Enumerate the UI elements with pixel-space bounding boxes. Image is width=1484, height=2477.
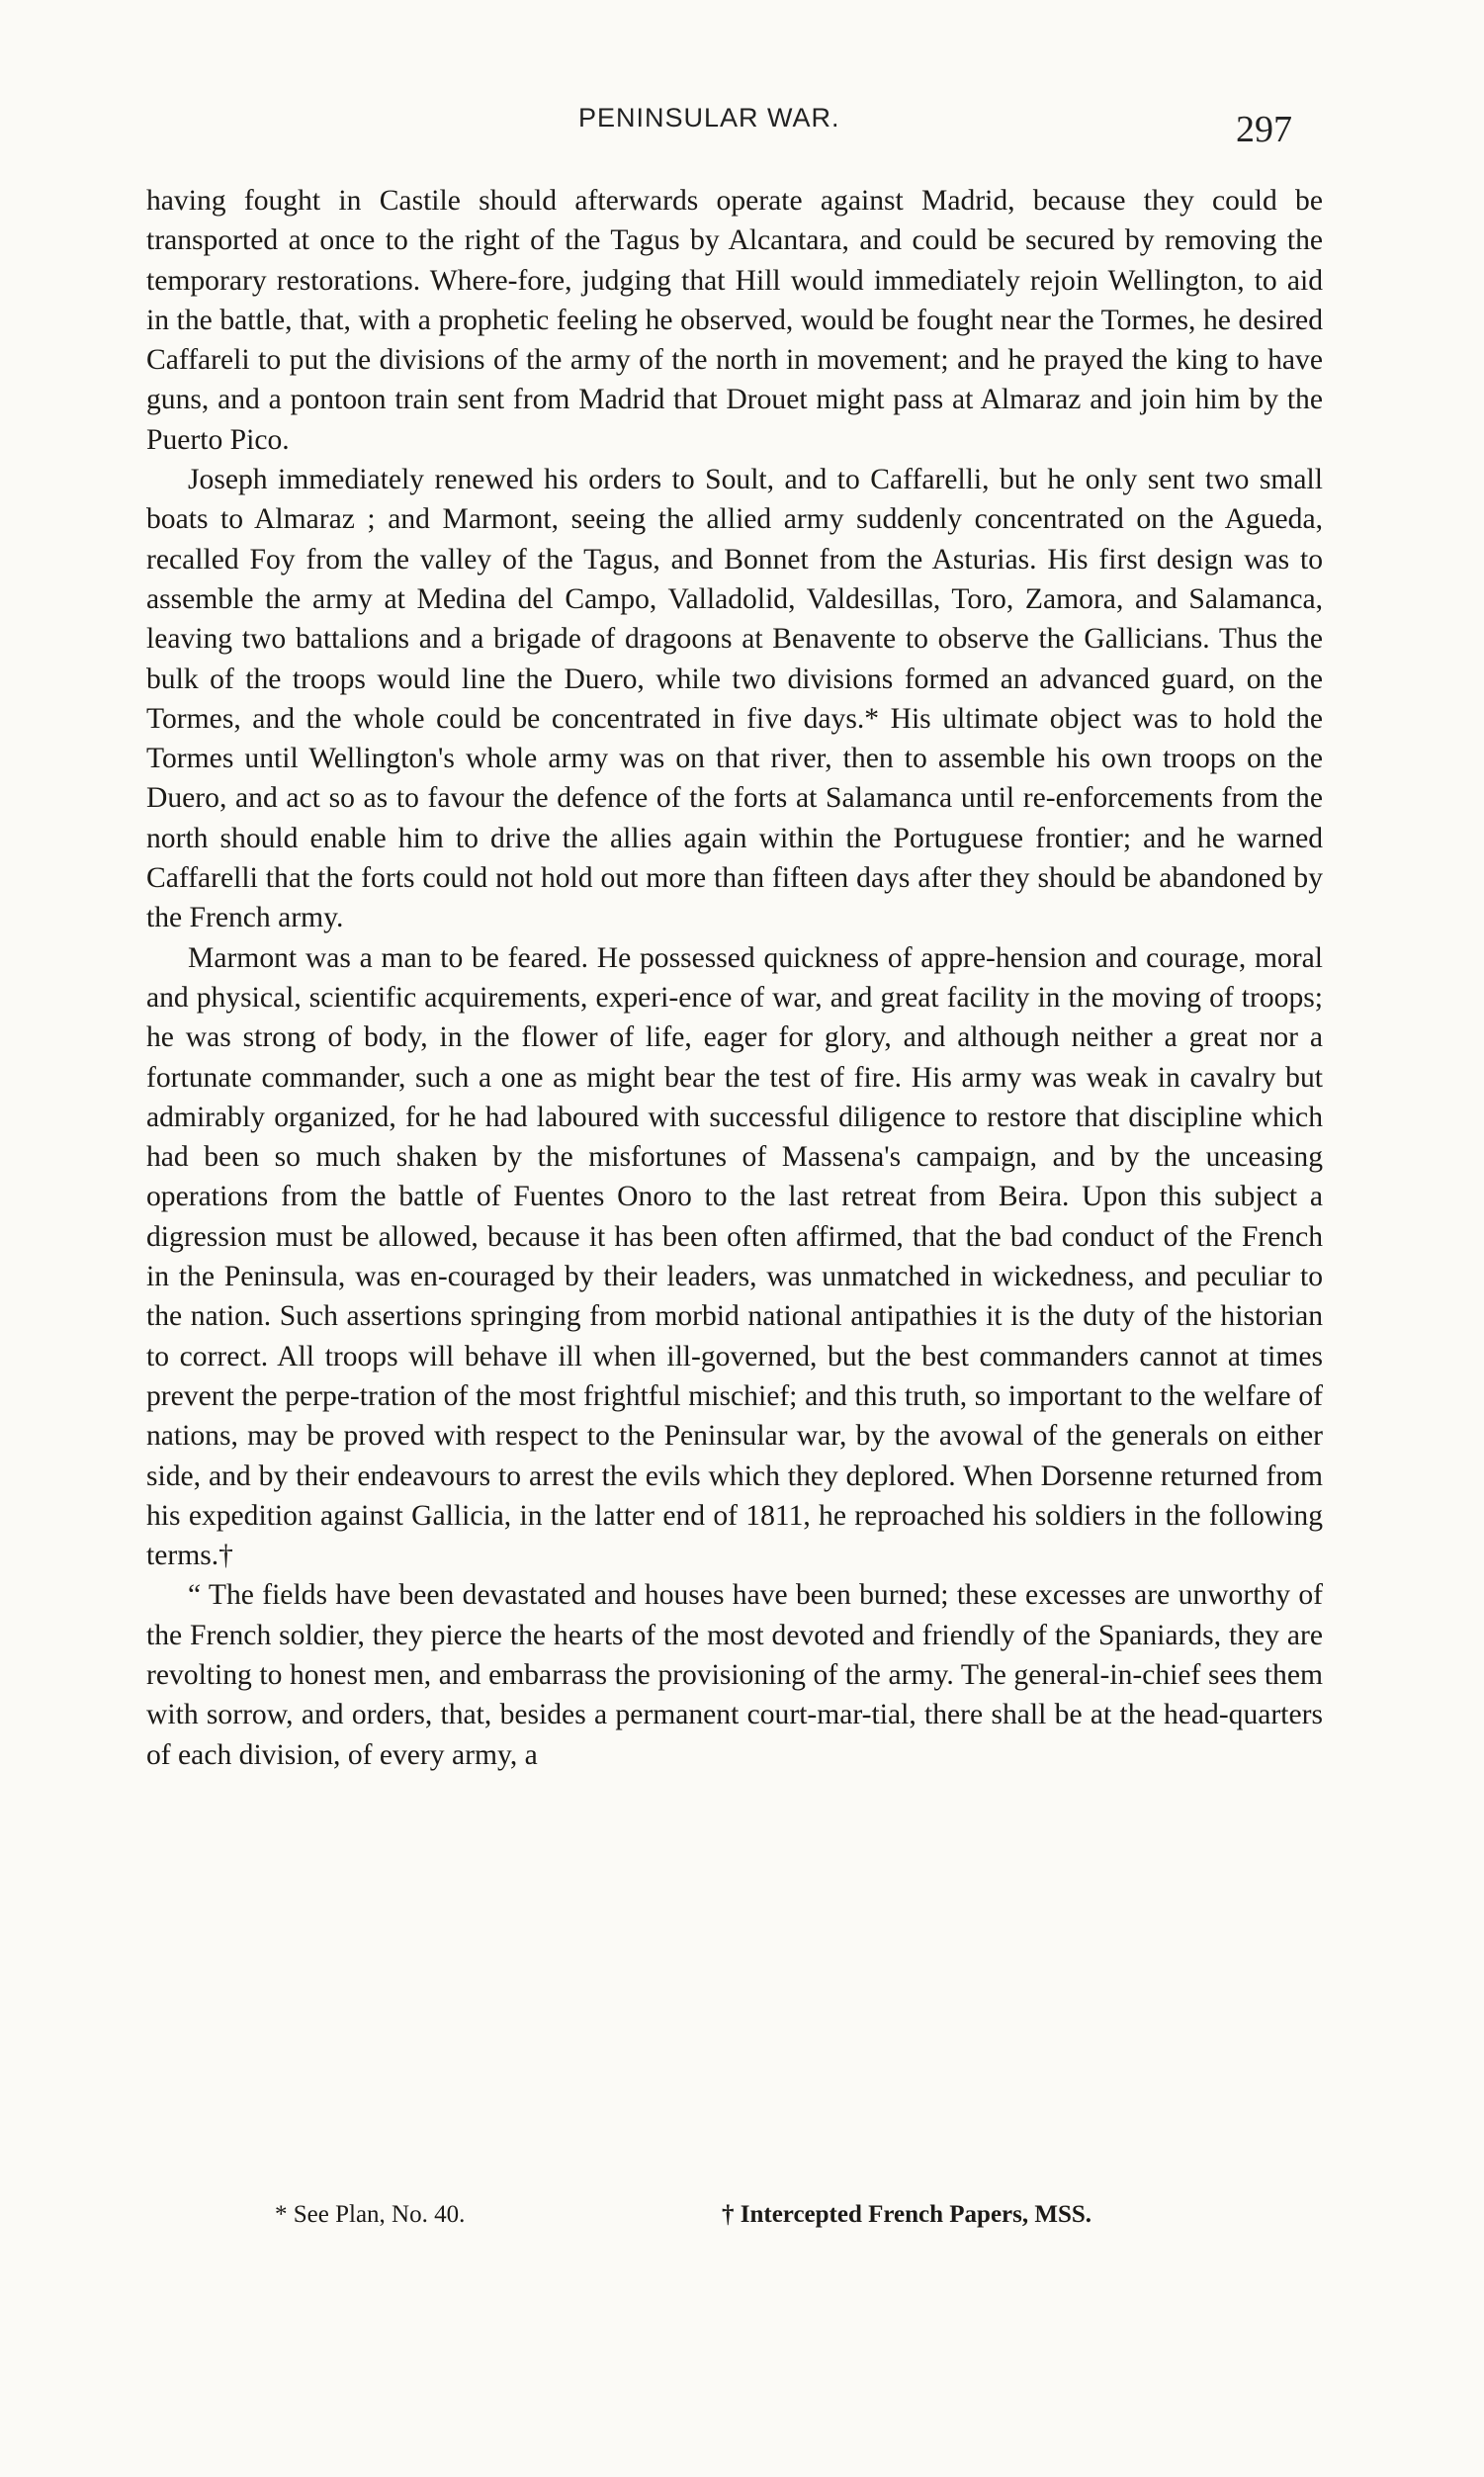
footnote-plan-reference: * See Plan, No. 40. [275, 2201, 466, 2228]
paragraph-1: having fought in Castile should afterwards operate against Madrid, because they could be transported at once to the right of the Tagus by Alcantara, and could be secured by removing the temporary restorations. Where-fore, judging that Hill would immediately rejoin Wellington, to aid in the battle, that, with a prophetic feeling he observed, would be fought near the Tormes, he desired Caffareli to put the divisions of the army of the north in movement; and he prayed the king to have guns, and a pontoon train sent from Madrid that Drouet might pass at Almaraz and join him by the Puerto Pico. [146, 185, 1323, 456]
page-number: 297 [1236, 109, 1292, 150]
body-text [146, 181, 1323, 1775]
running-title: PENINSULAR WAR. [578, 103, 840, 133]
paragraph-4-quotation: “ The fields have been devastated and houses have been burned; these excesses are unworthy of the French soldier, they pierce the hearts of the most devoted and friendly of the Spaniards, they are revolting to honest men, and embarrass the provisioning of the army. The general-in-chief sees them with sorrow, and orders, that, besides a permanent court-mar-tial, there shall be at the head-quarters of each division, of every army, a [146, 1579, 1323, 1771]
footnote-intercepted-papers: † Intercepted French Papers, MSS. [722, 2201, 1092, 2228]
paragraph-3: Marmont was a man to be feared. He possessed quickness of appre-hension and courage, moral and physical, scientific acquirements, experi-ence of war, and great facility in the moving of troops; he was strong of body, in the flower of life, eager for glory, and although neither a great nor a fortunate commander, such a one as might bear the test of fire. His army was weak in cavalry but admirably organized, for he had laboured with successful diligence to restore that discipline which had been so much shaken by the misfortunes of Massena's campaign, and by the unceasing operations from the battle of Fuentes Onoro to the last retreat from Beira. Upon this subject a digression must be allowed, because it has been often affirmed, that the bad conduct of the French in the Peninsula, was en-couraged by their leaders, was unmatched in wickedness, and peculiar to the nation. Such assertions springing from morbid national antipathies it is the duty of the historian to correct. All troops will behave ill when ill-governed, but the best commanders cannot at times prevent the perpe-tration of the most frightful mischief; and this truth, so important to the welfare of nations, may be proved with respect to the Peninsular war, by the avowal of the generals on either side, and by their endeavours to arrest the evils which they deplored. When Dorsenne returned from his expedition against Gallicia, in the latter end of 1811, he reproached his soldiers in the following terms.† [146, 941, 1323, 1572]
paragraph-2: Joseph immediately renewed his orders to Soult, and to Caffarelli, but he only sent two small boats to Almaraz ; and Marmont, seeing the allied army suddenly concentrated on the Agueda, recalled Foy from the valley of the Tagus, and Bonnet from the Asturias. His first design was to assemble the army at Medina del Campo, Valladolid, Valdesillas, Toro, Zamora, and Salamanca, leaving two battalions and a brigade of dragoons at Benavente to observe the Gallicians. Thus the bulk of the troops would line the Duero, while two divisions formed an advanced guard, on the Tormes, and the whole could be concentrated in five days.* His ultimate object was to hold the Tormes until Wellington's whole army was on that river, then to assemble his own troops on the Duero, and act so as to favour the defence of the forts at Salamanca until re-enforcements from the north should enable him to drive the allies again within the Portuguese frontier; and he warned Caffarelli that the forts could not hold out more than fifteen days after they should be abandoned by the French army. [146, 464, 1323, 934]
